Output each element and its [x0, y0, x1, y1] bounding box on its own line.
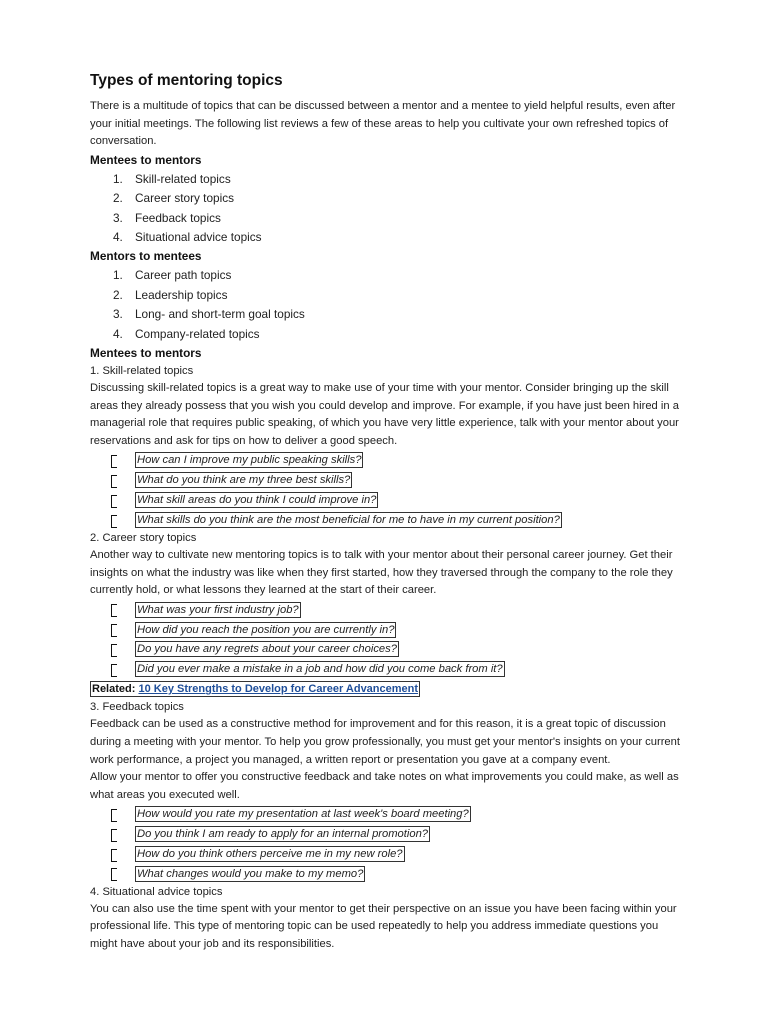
feedback-questions — [90, 804, 682, 884]
question-link[interactable]: What do you think are my three best skills? — [137, 474, 351, 487]
list1-heading: Mentees to mentors — [90, 152, 202, 167]
skill-title: 1. Skill-related topics — [90, 365, 194, 378]
bracket-bullet-icon — [111, 664, 117, 677]
bracket-bullet-icon — [111, 455, 117, 468]
career-title: 2. Career story topics — [90, 531, 197, 544]
related-label: Related: — [92, 683, 136, 696]
list2-heading: Mentors to mentees — [90, 249, 202, 264]
list-item — [111, 640, 682, 660]
bracket-bullet-icon — [111, 849, 117, 862]
list-item — [111, 620, 682, 640]
list2 — [90, 266, 682, 344]
question-link[interactable]: How would you rate my presentation at last week's board meeting? — [137, 808, 469, 821]
list-item: 1. Skill-related topics — [113, 171, 231, 186]
list-item — [111, 844, 682, 864]
feedback-title: 3. Feedback topics — [90, 701, 184, 714]
list1 — [90, 170, 682, 248]
bracket-bullet-icon — [111, 515, 117, 528]
question-link[interactable]: What was your first industry job? — [137, 603, 299, 616]
feedback-body-2: Allow your mentor to offer you constructive feedback and take notes on what improvements you could make, as well as what areas you executed well. — [90, 771, 679, 801]
career-body: Another way to cultivate new mentoring topics is to talk with your mentor about their personal career journey. Get their insights on what the industry was like when they first started, how they traversed through the company to the role they currently hold, or what lessons they learned at the start of their career. — [90, 548, 673, 597]
list-item — [111, 450, 682, 470]
list-item — [111, 600, 682, 620]
list-item — [111, 824, 682, 844]
bracket-bullet-icon — [111, 868, 117, 881]
related-link[interactable]: 10 Key Strengths to Develop for Career Advancement — [138, 683, 419, 696]
skill-questions — [90, 450, 682, 530]
list-item: 3. Feedback topics — [113, 210, 221, 225]
bracket-bullet-icon — [111, 624, 117, 637]
list-item — [111, 510, 682, 530]
feedback-body: Feedback can be used as a constructive method for improvement and for this reason, it is a great topic of discussion during a meeting with your mentor. To help you grow professionally, you must get your mentor's insights on your current work performance, a project you managed, a written report or presentation you gave at a company event. — [90, 718, 680, 766]
list-item — [111, 470, 682, 490]
career-questions — [90, 600, 682, 680]
question-link[interactable]: What skills do you think are the most beneficial for me to have in my current position? — [137, 514, 560, 527]
list-item: 2. Leadership topics — [113, 287, 228, 302]
bracket-bullet-icon — [111, 829, 117, 842]
list-item: 4. Company-related topics — [113, 326, 260, 341]
question-link[interactable]: How did you reach the position you are currently in? — [137, 623, 395, 636]
bracket-bullet-icon — [111, 604, 117, 617]
situational-body: You can also use the time spent with your mentor to get their perspective on an issue you have been facing within your professional life. This type of mentoring topic can be used repeatedly to help you address immediate questions you might have about your job and its responsibilities. — [90, 902, 677, 951]
bracket-bullet-icon — [111, 495, 117, 508]
question-link[interactable]: Do you have any regrets about your career choices? — [137, 643, 397, 656]
bracket-bullet-icon — [111, 809, 117, 822]
question-link[interactable]: What skill areas do you think I could improve in? — [137, 494, 377, 507]
skill-body: Discussing skill-related topics is a great way to make use of your time with your mentor. Consider bringing up the skill areas they already possess that you wish you could develop and improve. For example, if you have just been hired in a managerial role that requires public speaking, of which you have very little experience, talk with your mentor about your reservations and ask for tips on how to deliver a good speech. — [90, 382, 679, 447]
list-item — [111, 659, 682, 679]
intro-paragraph: There is a multitude of topics that can be discussed between a mentor and a mentee to yield helpful results, even after your initial meetings. The following list reviews a few of these areas to help you cultivate your own refreshed topics of conversation. — [90, 100, 676, 148]
list-item — [111, 864, 682, 884]
list-item — [111, 490, 682, 510]
list-item: 3. Long- and short-term goal topics — [113, 307, 305, 322]
question-link[interactable]: Do you think I am ready to apply for an internal promotion? — [137, 828, 429, 841]
situational-title: 4. Situational advice topics — [90, 885, 223, 898]
bracket-bullet-icon — [111, 644, 117, 657]
section-heading: Mentees to mentors — [90, 346, 202, 361]
related-box — [90, 681, 420, 697]
question-link[interactable]: Did you ever make a mistake in a job and how did you come back from it? — [137, 663, 503, 676]
article — [90, 70, 682, 954]
page-title: Types of mentoring topics — [90, 72, 283, 89]
list-item: 2. Career story topics — [113, 191, 234, 206]
question-link[interactable]: How can I improve my public speaking skills? — [137, 454, 362, 467]
list-item: 1. Career path topics — [113, 268, 232, 283]
bracket-bullet-icon — [111, 475, 117, 488]
list-item: 4. Situational advice topics — [113, 230, 262, 244]
question-link[interactable]: How do you think others perceive me in my new role? — [137, 848, 403, 860]
list-item — [111, 804, 682, 824]
question-link[interactable]: What changes would you make to my memo? — [137, 867, 364, 880]
